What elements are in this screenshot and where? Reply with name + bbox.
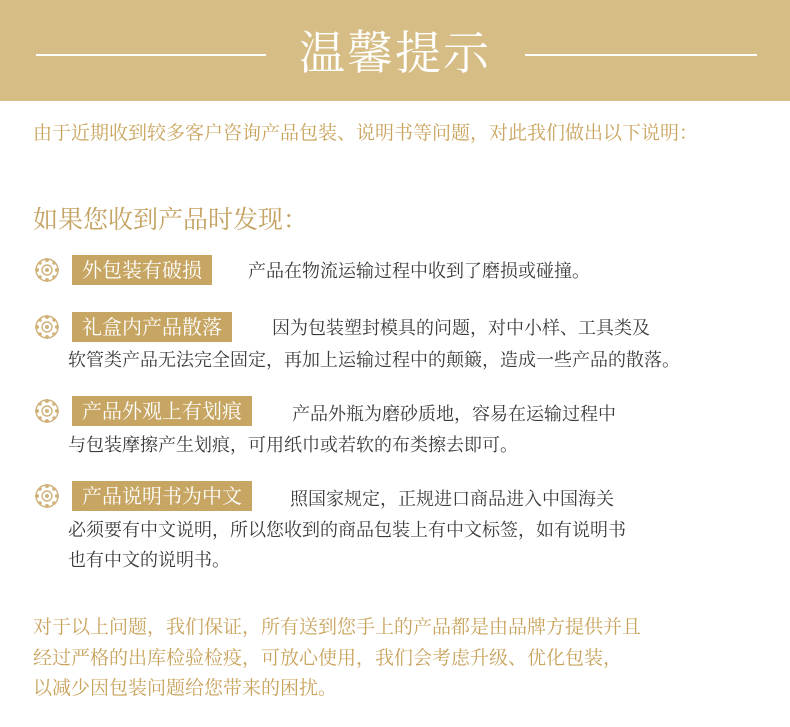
item-label: 外包装有破损: [72, 255, 212, 285]
item-description: 产品在物流运输过程中收到了磨损或碰撞。: [248, 261, 590, 282]
item-description: 照国家规定，正规进口商品进入中国海关: [290, 489, 614, 510]
item-description: 产品外瓶为磨砂质地，容易在运输过程中: [292, 404, 616, 425]
intro-text: 由于近期收到较多客户咨询产品包装、说明书等问题，对此我们做出以下说明：: [33, 122, 699, 144]
closing-note-line: 以减少因包装问题给您带来的困扰。: [33, 677, 338, 699]
ornament-icon: [34, 483, 60, 509]
page-title: 温馨提示: [299, 26, 491, 80]
item-description: 因为包装塑封模具的问题，对中小样、工具类及: [272, 318, 650, 339]
item-label: 产品外观上有划痕: [72, 396, 252, 426]
section-heading: 如果您收到产品时发现：: [33, 205, 309, 234]
ornament-icon: [34, 398, 60, 424]
item-description: 也有中文的说明书。: [68, 550, 230, 571]
closing-note-line: 经过严格的出库检验检疫，可放心使用，我们会考虑升级、优化包装，: [33, 647, 623, 669]
item-label: 礼盒内产品散落: [72, 312, 232, 342]
ornament-icon: [34, 314, 60, 340]
header-banner: [0, 0, 790, 101]
item-description: 与包装摩擦产生划痕，可用纸巾或若软的布类擦去即可。: [68, 435, 518, 456]
banner-divider-right: [525, 54, 757, 56]
item-description: 软管类产品无法完全固定，再加上运输过程中的颠簸，造成一些产品的散落。: [68, 350, 680, 371]
item-description: 必须要有中文说明，所以您收到的商品包装上有中文标签，如有说明书: [68, 520, 626, 541]
closing-note-line: 对于以上问题，我们保证，所有送到您手上的产品都是由品牌方提供并且: [33, 616, 642, 638]
banner-divider-left: [36, 54, 266, 56]
item-label: 产品说明书为中文: [72, 481, 252, 511]
ornament-icon: [34, 257, 60, 283]
